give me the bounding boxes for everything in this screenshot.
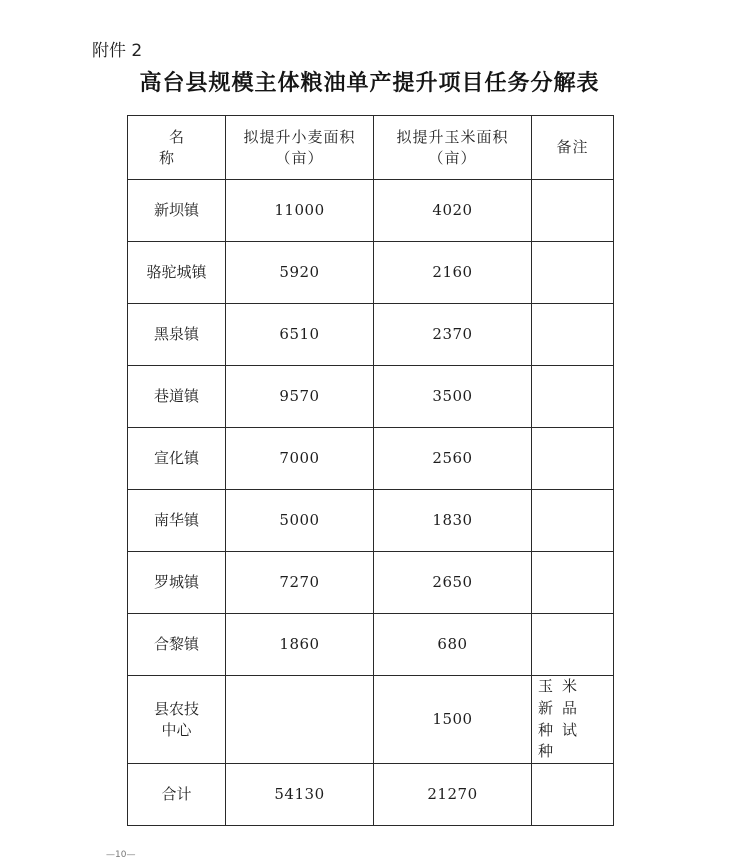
document-title: 高台县规模主体粮油单产提升项目任务分解表 — [139, 70, 600, 96]
header-name: 名 称 — [128, 116, 226, 180]
row-remark — [532, 428, 614, 490]
table-row — [128, 428, 614, 490]
row-corn-area: 1500 — [374, 676, 532, 764]
row-remark — [532, 242, 614, 304]
row-corn-area: 2370 — [374, 304, 532, 366]
table-row — [128, 304, 614, 366]
table-total-row — [128, 764, 614, 826]
row-wheat-area: 7270 — [226, 552, 374, 614]
table-row — [128, 180, 614, 242]
row-name: 黑泉镇 — [128, 304, 226, 366]
row-wheat-area: 1860 — [226, 614, 374, 676]
row-corn-area: 2650 — [374, 552, 532, 614]
header-corn-area: 拟提升玉米面积 （亩） — [374, 116, 532, 180]
row-wheat-area: 5920 — [226, 242, 374, 304]
row-name: 新坝镇 — [128, 180, 226, 242]
header-remark: 备注 — [532, 116, 614, 180]
row-corn-area: 680 — [374, 614, 532, 676]
row-corn-area: 2160 — [374, 242, 532, 304]
row-remark — [532, 614, 614, 676]
row-wheat-area — [226, 676, 374, 764]
row-wheat-area: 54130 — [226, 764, 374, 826]
row-remark: 玉米新品种试种 — [532, 676, 614, 764]
header-wheat-area: 拟提升小麦面积 （亩） — [226, 116, 374, 180]
row-wheat-area: 7000 — [226, 428, 374, 490]
row-remark — [532, 552, 614, 614]
row-remark — [532, 764, 614, 826]
attachment-label: 附件 2 — [92, 41, 143, 61]
row-wheat-area: 5000 — [226, 490, 374, 552]
table-row — [128, 614, 614, 676]
table-row — [128, 676, 614, 764]
row-remark — [532, 180, 614, 242]
row-wheat-area: 11000 — [226, 180, 374, 242]
table-header-row — [128, 116, 614, 180]
row-corn-area: 3500 — [374, 366, 532, 428]
row-name: 巷道镇 — [128, 366, 226, 428]
row-remark — [532, 366, 614, 428]
row-corn-area: 4020 — [374, 180, 532, 242]
table-row — [128, 552, 614, 614]
row-remark — [532, 304, 614, 366]
row-wheat-area: 9570 — [226, 366, 374, 428]
table-row — [128, 366, 614, 428]
row-wheat-area: 6510 — [226, 304, 374, 366]
row-name: 县农技 中心 — [128, 676, 226, 764]
row-name: 南华镇 — [128, 490, 226, 552]
table-row — [128, 242, 614, 304]
page-number: —10— — [106, 850, 136, 860]
row-name: 宣化镇 — [128, 428, 226, 490]
row-corn-area: 2560 — [374, 428, 532, 490]
row-name: 罗城镇 — [128, 552, 226, 614]
task-breakdown-table — [127, 115, 614, 826]
table-row — [128, 490, 614, 552]
row-remark — [532, 490, 614, 552]
row-name: 合黎镇 — [128, 614, 226, 676]
row-corn-area: 21270 — [374, 764, 532, 826]
row-corn-area: 1830 — [374, 490, 532, 552]
row-name: 合计 — [128, 764, 226, 826]
row-name: 骆驼城镇 — [128, 242, 226, 304]
